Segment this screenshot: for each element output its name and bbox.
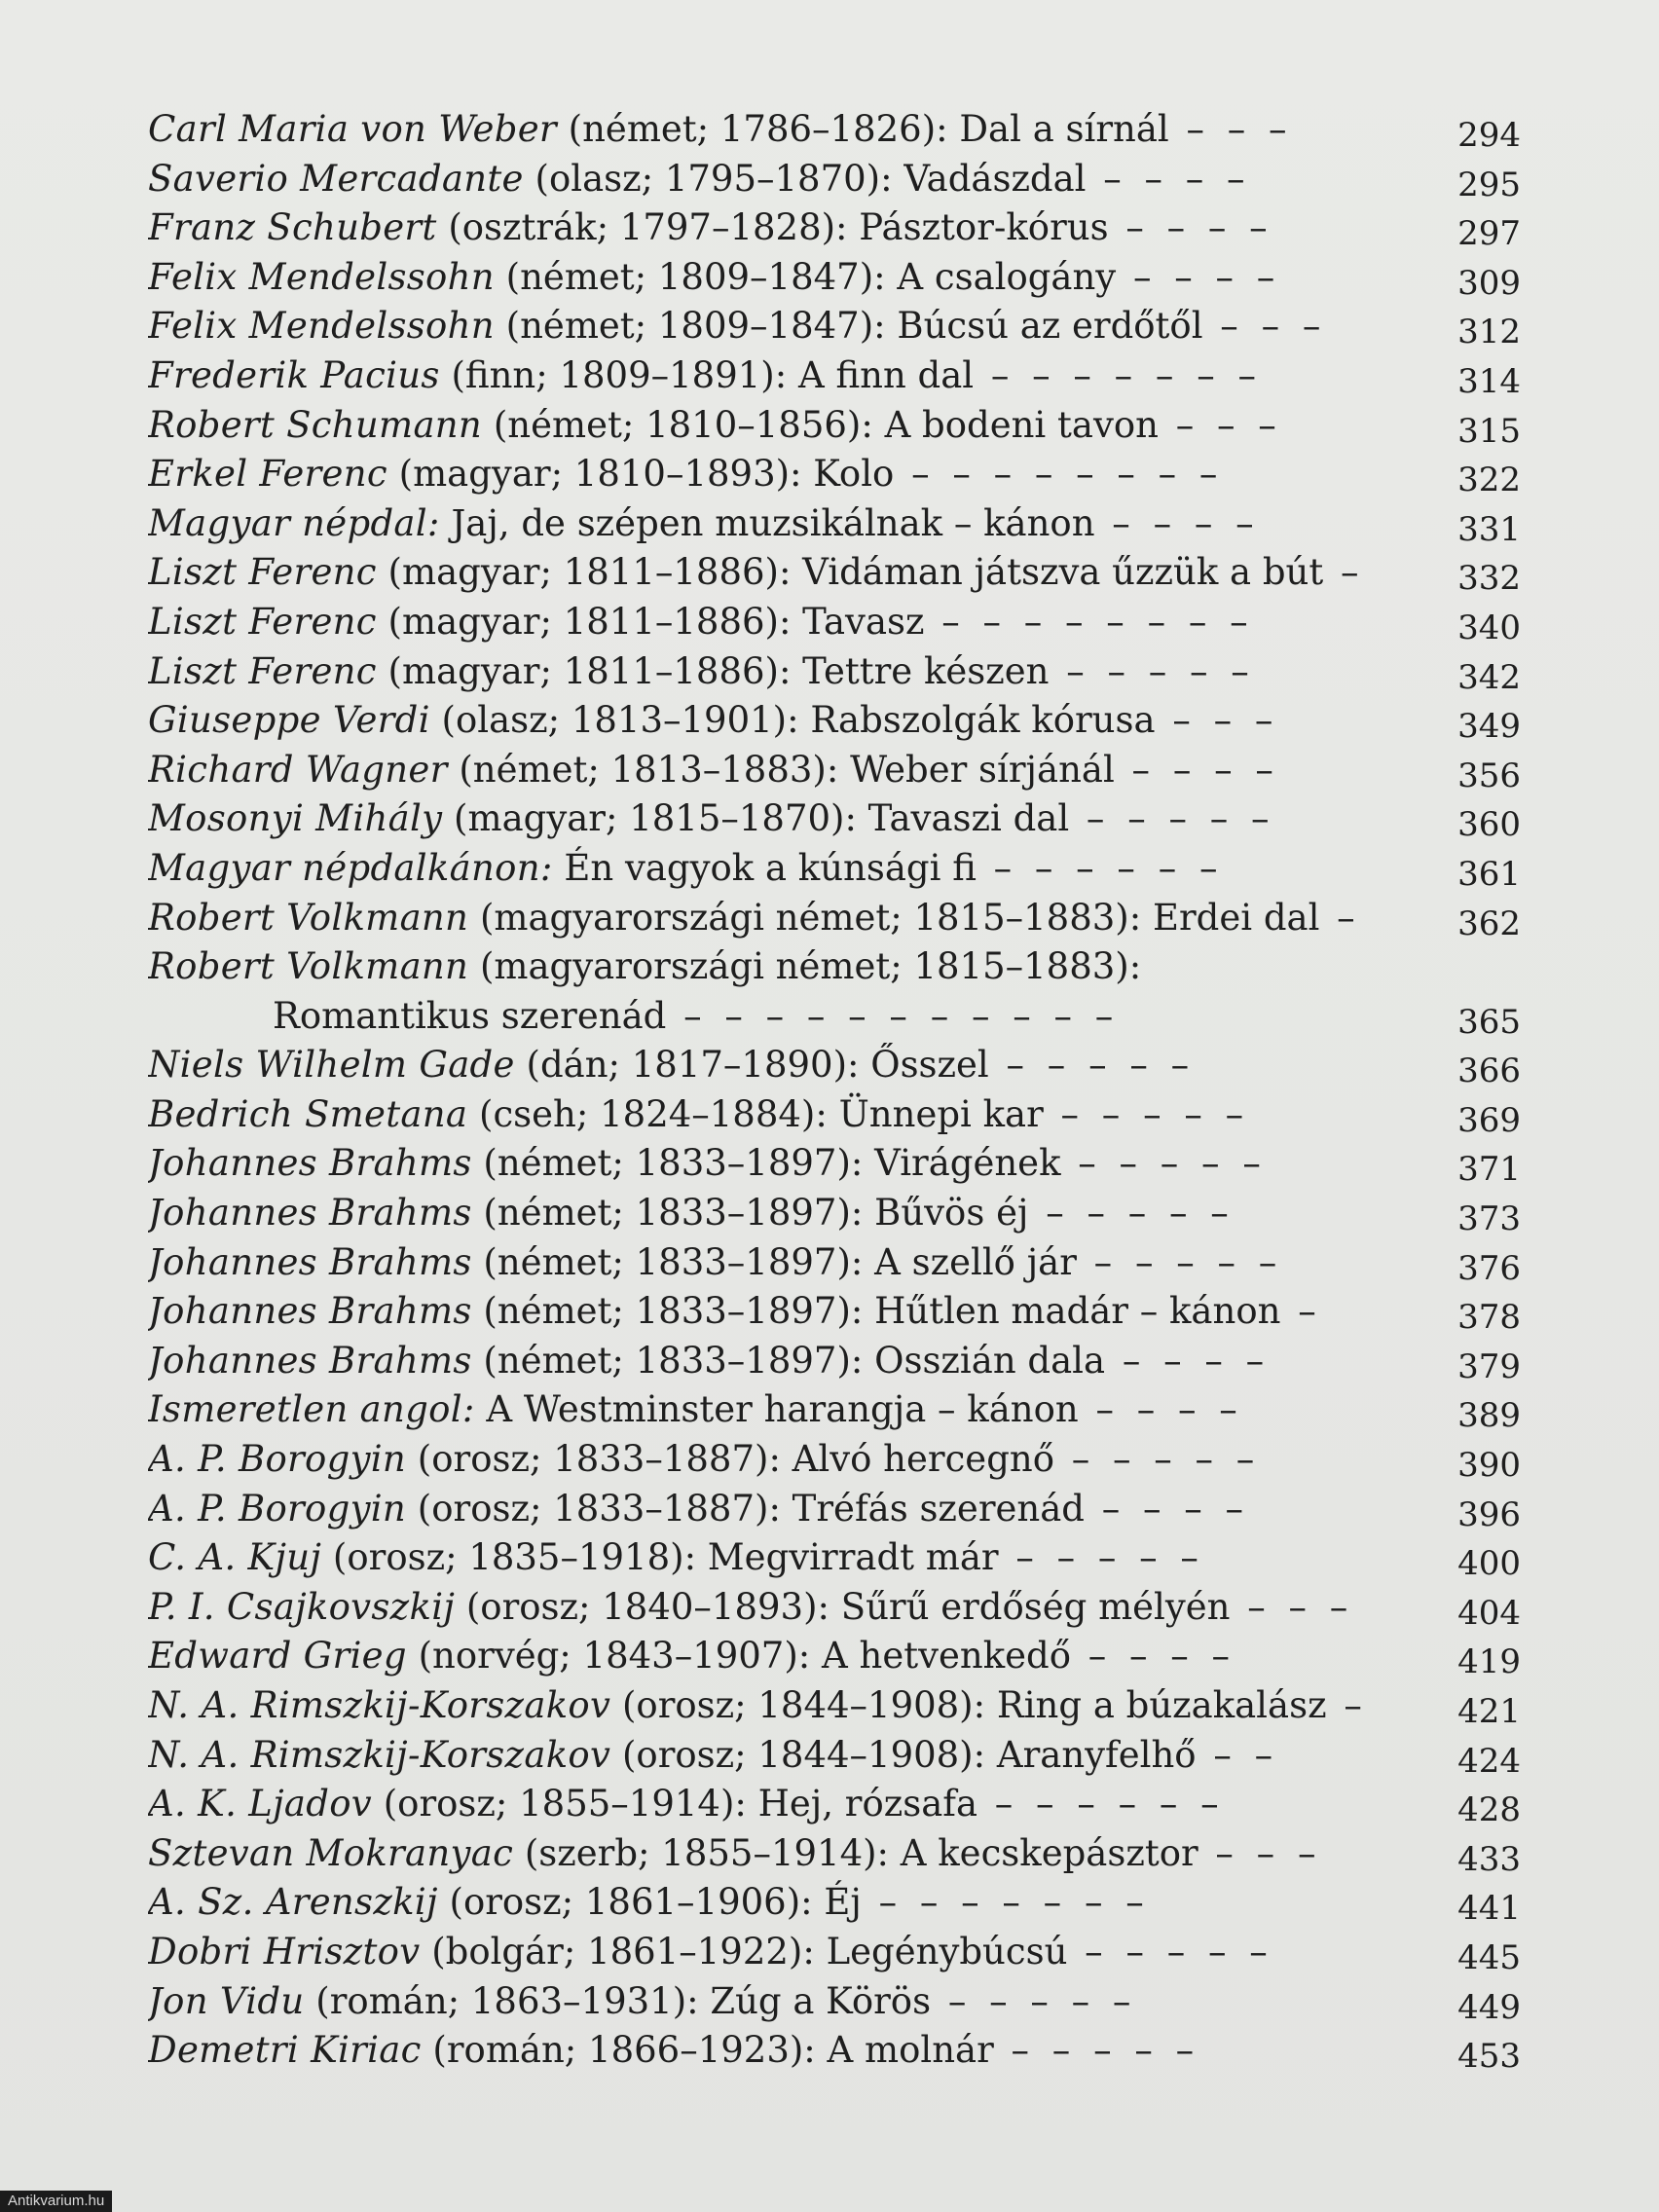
toc-entry-text (148, 1139, 1399, 1189)
toc-entry (148, 1238, 1521, 1288)
toc-entry (148, 1435, 1521, 1485)
composer-name: Johannes Brahms (148, 1192, 472, 1235)
dash-leader: – (1280, 1290, 1322, 1333)
dash-leader: – (1323, 551, 1365, 594)
toc-entry-text (148, 1189, 1399, 1238)
composer-name: Johannes Brahms (148, 1142, 472, 1185)
work-details: (orosz; 1844–1908): Ring a búzakalász (610, 1684, 1327, 1726)
page-number: 453 (1457, 2037, 1521, 2077)
toc-entry-text (148, 1435, 1399, 1485)
toc-entry-text (148, 1337, 1399, 1386)
work-details: (német; 1809–1847): Búcsú az erdőtől (494, 305, 1203, 348)
page-number: 312 (1457, 313, 1521, 352)
composer-name: A. P. Borogyin (148, 1438, 407, 1481)
work-details: Jaj, de szépen muzsikálnak – kánon (439, 501, 1095, 544)
dash-leader: – – – – – (1067, 1930, 1273, 1972)
toc-entry (148, 1829, 1521, 1879)
page-number: 433 (1457, 1839, 1521, 1879)
composer-name: Felix Mendelssohn (148, 305, 495, 348)
page-number: 356 (1457, 756, 1521, 795)
page-number: 365 (1457, 1002, 1521, 1042)
composer-name: Niels Wilhelm Gade (148, 1044, 515, 1087)
toc-entry (148, 302, 1521, 351)
work-details: (magyar; 1811–1886): Vidáman játszva űzzük a bút (376, 551, 1324, 594)
page-number: 379 (1457, 1346, 1521, 1386)
toc-entry-text (148, 401, 1399, 451)
toc-entry-text (148, 942, 1399, 992)
work-details: (német; 1813–1883): Weber sírjánál (447, 748, 1115, 791)
toc-entry-text (148, 302, 1399, 351)
toc-entry-text (148, 1238, 1399, 1288)
dash-leader: – – – – – – – (861, 1881, 1150, 1924)
composer-name: N. A. Rimszkij-Korszakov (148, 1684, 611, 1726)
toc-entry (148, 1385, 1521, 1435)
toc-entry (148, 1041, 1521, 1090)
dash-leader: – – – (1158, 403, 1282, 446)
dash-leader: – – – – (1094, 501, 1260, 544)
page-number: 371 (1457, 1150, 1521, 1190)
work-details: (bolgár; 1861–1922): Legénybúcsú (420, 1930, 1068, 1972)
dash-leader: – – – – – – – (974, 353, 1262, 396)
page-number: 294 (1457, 116, 1521, 155)
work-details: (orosz; 1844–1908): Aranyfelhő (610, 1733, 1197, 1776)
toc-entry (148, 450, 1521, 499)
work-details: (olasz; 1813–1901): Rabszolgák kórusa (429, 699, 1156, 742)
composer-name: Saverio Mercadante (148, 157, 524, 200)
work-details: (német; 1809–1847): A csalogány (494, 255, 1117, 298)
work-details: (orosz; 1835–1918): Megvirradt már (321, 1536, 999, 1579)
dash-leader: – – (1196, 1733, 1279, 1776)
dash-leader: – – – – – – (977, 1783, 1225, 1825)
dash-leader: – – – (1198, 1831, 1322, 1874)
page-number: 349 (1457, 707, 1521, 747)
dash-leader: – – – – (1116, 255, 1281, 298)
toc-entry-text (148, 1780, 1399, 1829)
toc-entry-text (148, 894, 1399, 943)
work-details: (orosz; 1861–1906): Éj (437, 1881, 862, 1924)
page-number: 322 (1457, 461, 1521, 500)
page-number: 315 (1457, 411, 1521, 451)
toc-entry (148, 1977, 1521, 2027)
dash-leader: – – – – – (1069, 797, 1275, 840)
work-details: (dán; 1817–1890): Ősszel (514, 1044, 989, 1087)
work-details: Romantikus szerenád (273, 994, 667, 1037)
composer-name: Liszt Ferenc (148, 551, 377, 594)
page-number: 309 (1457, 263, 1521, 303)
toc-entry (148, 155, 1521, 204)
composer-name: Jon Vidu (148, 1979, 305, 2022)
work-details: (német; 1810–1856): A bodeni tavon (482, 403, 1159, 446)
page-number: 419 (1457, 1642, 1521, 1682)
work-details: (osztrák; 1797–1828): Pásztor-kórus (436, 206, 1109, 249)
composer-name: Johannes Brahms (148, 1240, 472, 1283)
page-number: 314 (1457, 361, 1521, 401)
toc-entry (148, 696, 1521, 746)
toc-entry-text (273, 992, 1399, 1042)
dash-leader: – – – – (1084, 1487, 1250, 1530)
dash-leader: – – – (1168, 108, 1293, 150)
work-details: (orosz; 1840–1893): Sűrű erdőség mélyén (455, 1585, 1231, 1628)
page-number: 340 (1457, 608, 1521, 647)
composer-name: Johannes Brahms (148, 1290, 472, 1333)
work-details: (cseh; 1824–1884): Ünnepi kar (467, 1092, 1044, 1135)
dash-leader: – – – – – (1054, 1438, 1261, 1481)
toc-entry (148, 2026, 1521, 2076)
dash-leader: – – – – – (998, 1536, 1204, 1579)
page-number: 389 (1457, 1396, 1521, 1436)
composer-name: Bedrich Smetana (148, 1092, 468, 1135)
dash-leader: – – – – – (993, 2029, 1200, 2072)
composer-name: Felix Mendelssohn (148, 255, 495, 298)
toc-entry (148, 1928, 1521, 1977)
composer-name: Carl Maria von Weber (148, 108, 557, 150)
toc-entry (148, 253, 1521, 303)
toc-entry-text (148, 746, 1399, 795)
dash-leader: – – – – – (1060, 1142, 1267, 1185)
toc-entry-text (148, 1829, 1399, 1879)
composer-name: Demetri Kiriac (148, 2029, 422, 2072)
composer-name: Ismeretlen angol: (148, 1388, 475, 1431)
composer-name: Edward Grieg (148, 1635, 407, 1677)
work-details: (magyar; 1810–1893): Kolo (387, 453, 895, 496)
page-number: 297 (1457, 214, 1521, 254)
composer-name: Robert Volkmann (148, 945, 469, 988)
toc-entry-text (148, 1485, 1399, 1534)
toc-entry-text (148, 696, 1399, 746)
work-details: (német; 1833–1897): Virágének (471, 1142, 1061, 1185)
toc-entry (148, 499, 1521, 549)
watermark: Antikvarium.hu (0, 2191, 112, 2212)
toc-entry-text (148, 794, 1399, 844)
composer-name: Mosonyi Mihály (148, 797, 443, 840)
work-details: (orosz; 1833–1887): Alvó hercegnő (406, 1438, 1054, 1481)
toc-entry-text (148, 450, 1399, 499)
toc-entry-text (148, 155, 1399, 204)
work-details: Én vagyok a kúnsági fi (552, 846, 977, 889)
page-number: 366 (1457, 1051, 1521, 1091)
dash-leader: – – – – – – – – (924, 600, 1254, 643)
work-details: (olasz; 1795–1870): Vadászdal (523, 157, 1087, 200)
toc-entry-text (148, 647, 1399, 697)
toc-entry (148, 1189, 1521, 1238)
toc-entry (148, 548, 1521, 598)
toc-entry-text (148, 598, 1399, 647)
toc-entry (148, 351, 1521, 401)
page-number: 342 (1457, 657, 1521, 697)
composer-name: Sztevan Mokranyac (148, 1831, 514, 1874)
page-number: 400 (1457, 1544, 1521, 1584)
toc-entry-text (148, 203, 1399, 253)
toc-entry (148, 1731, 1521, 1781)
composer-name: A. P. Borogyin (148, 1487, 407, 1530)
composer-name: Johannes Brahms (148, 1339, 472, 1382)
composer-name: Franz Schubert (148, 206, 437, 249)
dash-leader: – – – – – (931, 1979, 1137, 2022)
table-of-contents (148, 105, 1521, 2076)
composer-name: Liszt Ferenc (148, 649, 377, 692)
work-details: (magyar; 1811–1886): Tettre készen (376, 649, 1050, 692)
composer-name: Richard Wagner (148, 748, 448, 791)
toc-entry-text (148, 2026, 1399, 2076)
page-number: 362 (1457, 903, 1521, 943)
dash-leader: – – – – – (1076, 1240, 1283, 1283)
dash-leader: – (1319, 896, 1361, 939)
toc-entry-text (148, 1533, 1399, 1583)
toc-entry (148, 1878, 1521, 1928)
page-number: 424 (1457, 1741, 1521, 1781)
work-details: (német; 1833–1897): A szellő jár (471, 1240, 1077, 1283)
toc-entry (148, 1090, 1521, 1140)
composer-name: Dobri Hrisztov (148, 1930, 421, 1972)
dash-leader: – – – – – (1028, 1192, 1235, 1235)
dash-leader: – – – (1230, 1585, 1354, 1628)
page-number: 449 (1457, 1987, 1521, 2027)
composer-name: A. K. Ljadov (148, 1783, 372, 1825)
composer-name: C. A. Kjuj (148, 1536, 322, 1579)
toc-entry-text (148, 1681, 1399, 1731)
dash-leader: – – – – – – (976, 846, 1224, 889)
page-number: 378 (1457, 1298, 1521, 1338)
page-number: 445 (1457, 1937, 1521, 1977)
dash-leader: – – – – – (1043, 1092, 1250, 1135)
toc-entry-text (148, 351, 1399, 401)
page-number: 441 (1457, 1889, 1521, 1929)
work-details: (német; 1833–1897): Bűvös éj (471, 1192, 1029, 1235)
toc-entry-text (148, 1632, 1399, 1681)
page-number: 369 (1457, 1100, 1521, 1140)
dash-leader: – – – – (1114, 748, 1279, 791)
page-number: 390 (1457, 1446, 1521, 1486)
toc-entry-text (148, 1928, 1399, 1977)
dash-leader: – (1326, 1684, 1368, 1726)
toc-entry (148, 105, 1521, 155)
dash-leader: – – – – – (988, 1044, 1196, 1087)
toc-entry (148, 1780, 1521, 1829)
composer-name: Robert Schumann (148, 403, 483, 446)
composer-name: Magyar népdalkánon: (148, 846, 553, 889)
toc-entry-text (148, 1090, 1399, 1140)
work-details: (finn; 1809–1891): A finn dal (439, 353, 975, 396)
toc-entry (148, 401, 1521, 451)
composer-name: Magyar népdal: (148, 501, 440, 544)
work-details: (magyar; 1811–1886): Tavasz (376, 600, 925, 643)
dash-leader: – – – – – – – – – – – (666, 994, 1120, 1037)
toc-entry-text (148, 548, 1399, 598)
toc-entry-text (148, 1041, 1399, 1090)
toc-entry (148, 1287, 1521, 1337)
work-details: (magyarországi német; 1815–1883): (468, 945, 1142, 988)
toc-entry (148, 894, 1521, 943)
toc-entry (148, 844, 1521, 894)
dash-leader: – – – – (1078, 1388, 1243, 1431)
page-number: 396 (1457, 1494, 1521, 1534)
page-number: 332 (1457, 559, 1521, 599)
page-number: 373 (1457, 1199, 1521, 1239)
toc-entry (148, 1337, 1521, 1386)
dash-leader: – – – – (1105, 1339, 1271, 1382)
toc-entry (148, 746, 1521, 795)
dash-leader: – – – – (1108, 206, 1273, 249)
dash-leader: – – – (1155, 699, 1279, 742)
toc-entry (148, 1632, 1521, 1681)
composer-name: N. A. Rimszkij-Korszakov (148, 1733, 611, 1776)
toc-entry (148, 794, 1521, 844)
page-number: 295 (1457, 165, 1521, 204)
toc-entry (148, 1681, 1521, 1731)
work-details: (román; 1866–1923): A molnár (421, 2029, 994, 2072)
work-details: (német; 1833–1897): Hűtlen madár – kánon (471, 1290, 1281, 1333)
composer-name: Erkel Ferenc (148, 453, 387, 496)
toc-entry-text (148, 253, 1399, 303)
page-number: 361 (1457, 854, 1521, 894)
work-details: (magyarországi német; 1815–1883): Erdei dal (468, 896, 1320, 939)
toc-entry (148, 647, 1521, 697)
work-details: (orosz; 1833–1887): Tréfás szerenád (406, 1487, 1085, 1530)
composer-name: Giuseppe Verdi (148, 699, 430, 742)
work-details: (román; 1863–1931): Zúg a Körös (304, 1979, 932, 2022)
work-details: (német; 1786–1826): Dal a sírnál (556, 108, 1169, 150)
toc-entry-text (148, 1977, 1399, 2027)
toc-entry-text (148, 1731, 1399, 1781)
toc-entry-text (148, 499, 1399, 549)
dash-leader: – – – – – – – – (894, 453, 1224, 496)
toc-entry (148, 942, 1521, 992)
work-details: A Westminster harangja – kánon (474, 1388, 1079, 1431)
page-number: 428 (1457, 1790, 1521, 1830)
toc-entry (148, 203, 1521, 253)
work-details: (magyar; 1815–1870): Tavaszi dal (442, 797, 1070, 840)
composer-name: Robert Volkmann (148, 896, 469, 939)
composer-name: P. I. Csajkovszkij (148, 1585, 456, 1628)
toc-entry-text (148, 105, 1399, 155)
page-number: 404 (1457, 1593, 1521, 1633)
composer-name: Frederik Pacius (148, 353, 440, 396)
dash-leader: – – – – (1071, 1635, 1236, 1677)
composer-name: A. Sz. Arenszkij (148, 1881, 438, 1924)
work-details: (norvég; 1843–1907): A hetvenkedő (406, 1635, 1071, 1677)
page-number: 360 (1457, 805, 1521, 845)
toc-entry (148, 992, 1521, 1042)
dash-leader: – – – – (1086, 157, 1251, 200)
composer-name: Liszt Ferenc (148, 600, 377, 643)
toc-entry (148, 1533, 1521, 1583)
dash-leader: – – – – – (1049, 649, 1255, 692)
toc-entry-text (148, 1385, 1399, 1435)
toc-entry-text (148, 1878, 1399, 1928)
work-details: (német; 1833–1897): Osszián dala (471, 1339, 1106, 1382)
page-number: 421 (1457, 1692, 1521, 1731)
toc-entry (148, 1583, 1521, 1633)
work-details: (orosz; 1855–1914): Hej, rózsafa (371, 1783, 978, 1825)
page-number: 331 (1457, 509, 1521, 549)
toc-entry-text (148, 1583, 1399, 1633)
page-number: 376 (1457, 1248, 1521, 1288)
toc-entry (148, 1139, 1521, 1189)
work-details: (szerb; 1855–1914): A kecskepásztor (513, 1831, 1198, 1874)
toc-entry (148, 1485, 1521, 1534)
toc-entry (148, 598, 1521, 647)
toc-entry-text (148, 1287, 1399, 1337)
dash-leader: – – – (1202, 305, 1327, 348)
toc-entry-text (148, 844, 1399, 894)
